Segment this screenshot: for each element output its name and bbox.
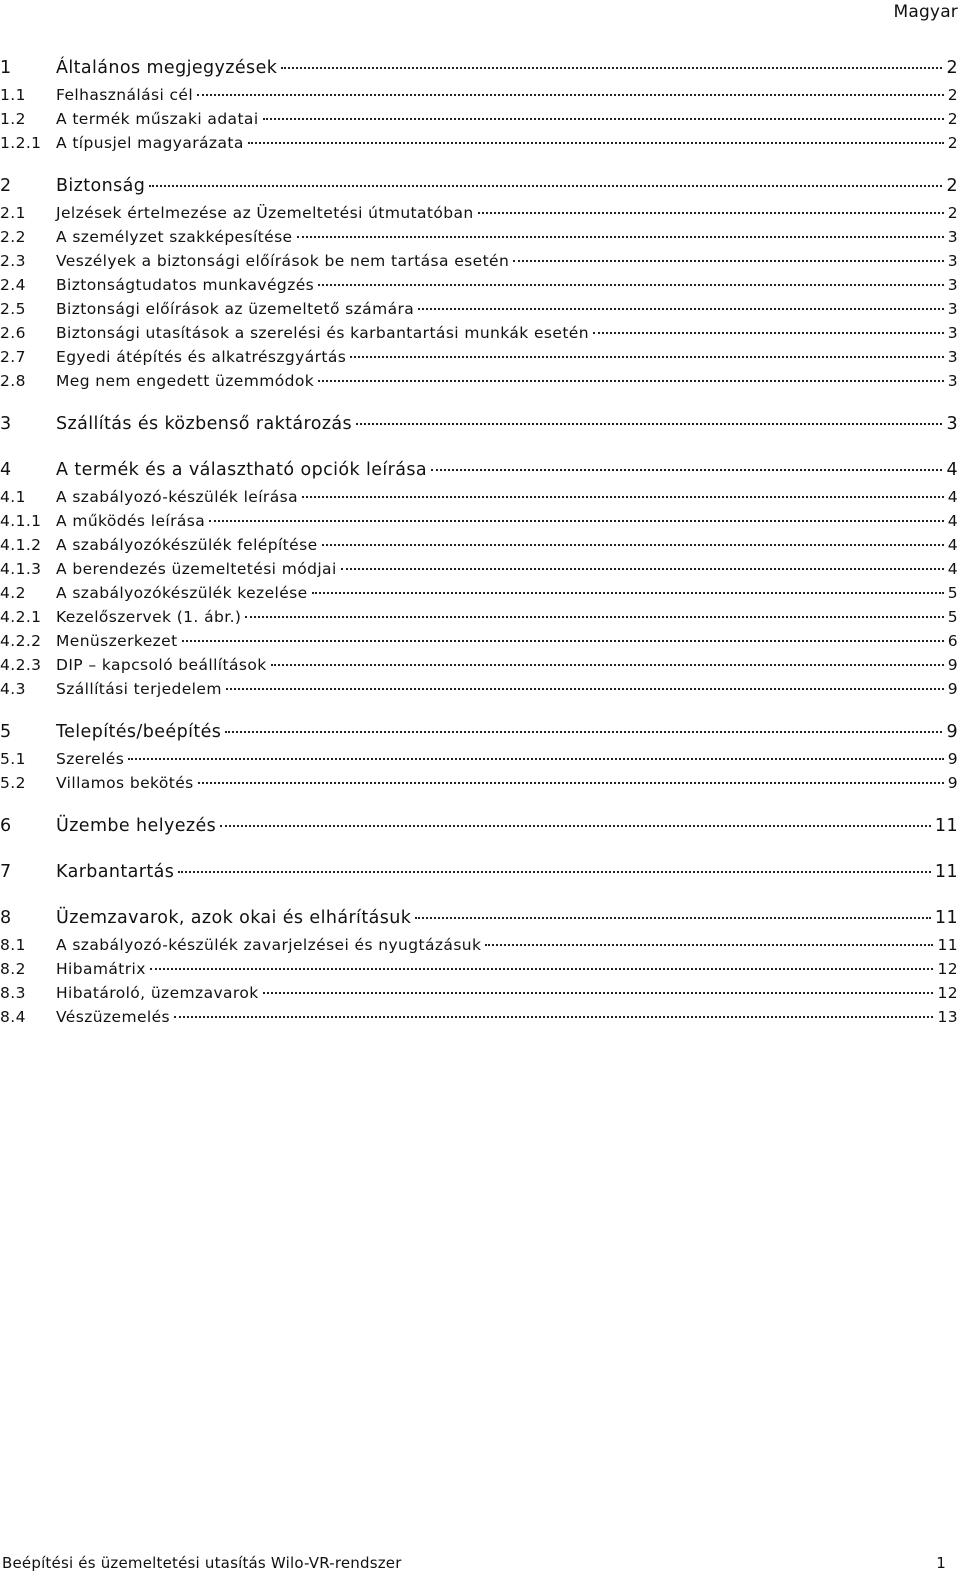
toc-entry-number: 2.6 [0, 324, 26, 342]
toc-entry-title: A berendezés üzemeltetési módjai [56, 560, 337, 578]
toc-entry-number: 1 [0, 58, 12, 78]
toc-entry-title: DIP – kapcsoló beállítások [56, 656, 267, 674]
toc-entry-number: 4.1.2 [0, 536, 42, 554]
toc-entry-page: 11 [934, 816, 958, 836]
toc-entry-title: A szabályozó-készülék leírása [56, 488, 298, 506]
toc-entry-title: A szabályozókészülék kezelése [56, 584, 308, 602]
toc-dot-leader [356, 423, 942, 425]
toc-entry-title: Meg nem engedett üzemmódok [56, 372, 315, 390]
toc-entry-number: 8.4 [0, 1008, 26, 1026]
toc-section-row[interactable] [0, 110, 958, 134]
toc-entry-number: 2 [0, 176, 12, 196]
toc-section-row[interactable] [0, 86, 958, 110]
toc-entry-title: A szabályozókészülék felépítése [56, 536, 318, 554]
language-label: Magyar [893, 2, 958, 22]
toc-entry-page: 12 [937, 984, 958, 1002]
toc-entry-page: 2 [947, 204, 958, 222]
toc-entry-page: 3 [947, 300, 958, 318]
toc-entry-number: 2.5 [0, 300, 26, 318]
toc-entry-title: Üzembe helyezés [56, 816, 217, 836]
toc-entry-number: 5 [0, 722, 12, 742]
toc-entry-title: Telepítés/beépítés [56, 722, 222, 742]
toc-dot-leader [197, 94, 944, 96]
toc-entry-number: 1.1 [0, 86, 26, 104]
toc-dot-leader [312, 592, 944, 594]
toc-entry-page: 2 [947, 110, 958, 128]
toc-entry-number: 8.2 [0, 960, 26, 978]
toc-entry-page: 9 [947, 750, 958, 768]
toc-section-row[interactable] [0, 584, 958, 608]
toc-entry-number: 4.1.3 [0, 560, 42, 578]
toc-entry-number: 3 [0, 414, 12, 434]
toc-dot-leader [318, 284, 944, 286]
toc-chapter-row[interactable] [0, 816, 958, 844]
toc-dot-leader [128, 758, 944, 760]
toc-entry-title: A termék és a választható opciók leírása [56, 460, 428, 480]
toc-entry-number: 1.2 [0, 110, 26, 128]
toc-entry-page: 2 [946, 176, 958, 196]
toc-entry-title: Veszélyek a biztonsági előírások be nem tartása esetén [56, 252, 510, 270]
toc-section-row[interactable] [0, 324, 958, 348]
toc-dot-leader [431, 469, 942, 471]
toc-entry-page: 4 [947, 488, 958, 506]
toc-entry-title: Vészüzemelés [56, 1008, 170, 1026]
toc-entry-title: Szerelés [56, 750, 125, 768]
toc-entry-number: 4.1 [0, 488, 26, 506]
toc-entry-title: Szállítás és közbenső raktározás [56, 414, 353, 434]
toc-dot-leader [318, 380, 944, 382]
toc-entry-title: Jelzések értelmezése az Üzemeltetési útmutatóban [56, 204, 474, 222]
toc-entry-page: 11 [937, 936, 958, 954]
toc-dot-leader [226, 688, 944, 690]
toc-section-row[interactable] [0, 348, 958, 372]
toc-entry-number: 8.1 [0, 936, 26, 954]
toc-entry-title: Menüszerkezet [56, 632, 178, 650]
toc-entry-number: 4.2 [0, 584, 26, 602]
toc-chapter-row[interactable] [0, 460, 958, 488]
toc-entry-page: 3 [947, 276, 958, 294]
toc-section-row[interactable] [0, 252, 958, 276]
toc-entry-page: 2 [947, 86, 958, 104]
toc-dot-leader [225, 731, 942, 733]
toc-entry-page: 9 [947, 774, 958, 792]
toc-entry-page: 4 [946, 460, 958, 480]
toc-dot-leader [271, 664, 944, 666]
toc-entry-number: 5.2 [0, 774, 26, 792]
toc-dot-leader [263, 992, 934, 994]
toc-entry-title: Felhasználási cél [56, 86, 194, 104]
toc-dot-leader [281, 67, 942, 69]
toc-dot-leader [593, 332, 944, 334]
toc-section-row[interactable] [0, 774, 958, 798]
toc-chapter-row[interactable] [0, 908, 958, 936]
toc-entry-page: 5 [947, 584, 958, 602]
toc-entry-title: Hibatároló, üzemzavarok [56, 984, 259, 1002]
toc-dot-leader [341, 568, 944, 570]
toc-dot-leader [150, 968, 934, 970]
toc-entry-title: A termék műszaki adatai [56, 110, 259, 128]
toc-entry-number: 1.2.1 [0, 134, 42, 152]
toc-entry-page: 11 [934, 862, 958, 882]
footer-document-title: Beépítési és üzemeltetési utasítás Wilo-VR-rendszer [2, 1554, 402, 1572]
toc-section-row[interactable] [0, 656, 958, 680]
toc-chapter-row[interactable] [0, 722, 958, 750]
toc-dot-leader [297, 236, 944, 238]
toc-dot-leader [302, 496, 944, 498]
toc-entry-number: 2.2 [0, 228, 26, 246]
toc-entry-title: Biztonságtudatos munkavégzés [56, 276, 315, 294]
toc-entry-page: 13 [937, 1008, 958, 1026]
toc-dot-leader [415, 917, 931, 919]
toc-entry-title: A típusjel magyarázata [56, 134, 244, 152]
toc-dot-leader [174, 1016, 933, 1018]
toc-entry-title: Üzemzavarok, azok okai és elhárításuk [56, 908, 412, 928]
toc-dot-leader [248, 142, 944, 144]
toc-section-row[interactable] [0, 228, 958, 252]
toc-entry-page: 3 [947, 324, 958, 342]
toc-section-row[interactable] [0, 984, 958, 1008]
toc-dot-leader [209, 520, 944, 522]
toc-section-row[interactable] [0, 300, 958, 324]
toc-entry-title: Egyedi átépítés és alkatrészgyártás [56, 348, 347, 366]
toc-section-row[interactable] [0, 204, 958, 228]
toc-entry-title: Biztonsági utasítások a szerelési és karbantartási munkák esetén [56, 324, 589, 342]
toc-dot-leader [220, 825, 931, 827]
toc-entry-title: Hibamátrix [56, 960, 146, 978]
toc-dot-leader [263, 118, 944, 120]
toc-entry-page: 3 [947, 372, 958, 390]
toc-entry-title: A működés leírása [56, 512, 206, 530]
toc-entry-title: Karbantartás [56, 862, 175, 882]
toc-entry-page: 3 [947, 252, 958, 270]
toc-entry-page: 3 [946, 414, 958, 434]
toc-section-row[interactable] [0, 488, 958, 512]
page-footer [2, 1554, 946, 1572]
toc-section-row[interactable] [0, 560, 958, 584]
toc-section-row[interactable] [0, 632, 958, 656]
toc-entry-number: 5.1 [0, 750, 26, 768]
toc-entry-title: Biztonság [56, 176, 146, 196]
toc-entry-title: Biztonsági előírások az üzemeltető számára [56, 300, 415, 318]
toc-section-row[interactable] [0, 512, 958, 536]
toc-entry-number: 2.1 [0, 204, 26, 222]
toc-entry-number: 8 [0, 908, 12, 928]
toc-entry-title: A szabályozó-készülék zavarjelzései és nyugtázásuk [56, 936, 482, 954]
toc-entry-page: 9 [947, 680, 958, 698]
toc-section-row[interactable] [0, 608, 958, 632]
toc-entry-page: 9 [946, 722, 958, 742]
toc-dot-leader [485, 944, 933, 946]
toc-chapter-row[interactable] [0, 176, 958, 204]
toc-entry-number: 4.2.3 [0, 656, 42, 674]
toc-entry-number: 6 [0, 816, 12, 836]
toc-entry-title: Villamos bekötés [56, 774, 194, 792]
toc-dot-leader [178, 871, 931, 873]
toc-entry-number: 2.4 [0, 276, 26, 294]
toc-section-row[interactable] [0, 134, 958, 158]
toc-entry-number: 8.3 [0, 984, 26, 1002]
toc-entry-page: 2 [946, 58, 958, 78]
toc-dot-leader [513, 260, 944, 262]
toc-entry-title: A személyzet szakképesítése [56, 228, 293, 246]
footer-page-number: 1 [936, 1554, 946, 1572]
toc-entry-page: 9 [947, 656, 958, 674]
toc-chapter-row[interactable] [0, 414, 958, 442]
toc-dot-leader [322, 544, 944, 546]
toc-entry-number: 2.8 [0, 372, 26, 390]
toc-dot-leader [418, 308, 944, 310]
toc-entry-number: 7 [0, 862, 12, 882]
toc-entry-number: 4.3 [0, 680, 26, 698]
toc-entry-page: 4 [947, 560, 958, 578]
toc-entry-number: 2.7 [0, 348, 26, 366]
toc-entry-number: 2.3 [0, 252, 26, 270]
toc-entry-title: Kezelőszervek (1. ábr.) [56, 608, 242, 626]
toc-section-row[interactable] [0, 750, 958, 774]
toc-entry-number: 4.1.1 [0, 512, 42, 530]
toc-section-row[interactable] [0, 936, 958, 960]
toc-section-row[interactable] [0, 372, 958, 396]
toc-entry-number: 4.2.2 [0, 632, 42, 650]
table-of-contents [0, 58, 958, 1032]
toc-dot-leader [478, 212, 944, 214]
toc-entry-page: 3 [947, 228, 958, 246]
toc-chapter-row[interactable] [0, 862, 958, 890]
toc-section-row[interactable] [0, 680, 958, 704]
toc-entry-page: 4 [947, 512, 958, 530]
toc-entry-number: 4.2.1 [0, 608, 42, 626]
toc-entry-page: 11 [934, 908, 958, 928]
toc-entry-page: 12 [937, 960, 958, 978]
toc-dot-leader [149, 185, 942, 187]
toc-chapter-row[interactable] [0, 58, 958, 86]
toc-dot-leader [245, 616, 943, 618]
toc-entry-page: 4 [947, 536, 958, 554]
toc-section-row[interactable] [0, 276, 958, 300]
toc-entry-page: 5 [947, 608, 958, 626]
toc-entry-page: 2 [947, 134, 958, 152]
toc-entry-title: Szállítási terjedelem [56, 680, 222, 698]
toc-dot-leader [350, 356, 944, 358]
toc-dot-leader [198, 782, 944, 784]
toc-section-row[interactable] [0, 960, 958, 984]
toc-entry-title: Általános megjegyzések [56, 58, 278, 78]
toc-entry-page: 6 [947, 632, 958, 650]
toc-entry-page: 3 [947, 348, 958, 366]
toc-section-row[interactable] [0, 1008, 958, 1032]
toc-section-row[interactable] [0, 536, 958, 560]
toc-dot-leader [182, 640, 944, 642]
toc-entry-number: 4 [0, 460, 12, 480]
